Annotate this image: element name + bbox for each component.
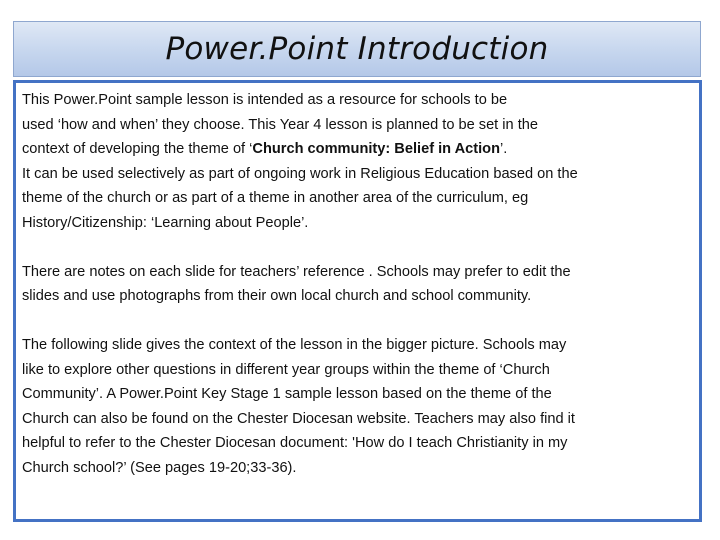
notes-paragraph: There are notes on each slide for teachers’ reference . Schools may prefer to edit the slides and use photographs from their own local church and school community. bbox=[22, 263, 571, 304]
intro-text-end: ’. It can be used selectively as part of ongoing work in Religious Education based on the theme of the church or as part of a theme in another area of the curriculum, eg History/Citizenship: ‘Learning about People’. bbox=[22, 141, 578, 231]
slide-title: Power.Point Introduction bbox=[165, 31, 549, 67]
theme-name: Church community: Belief in Action bbox=[252, 141, 500, 157]
title-box bbox=[13, 21, 701, 77]
intro-paragraph bbox=[22, 88, 693, 235]
body-text-box bbox=[13, 80, 702, 522]
intro-text-start: This Power.Point sample lesson is intended as a resource for schools to be used ‘how and when’ they choose. This Year 4 lesson is planned to be set in the context of developing the theme of ‘ bbox=[22, 92, 538, 157]
context-paragraph: The following slide gives the context of the lesson in the bigger picture. Schools may like to explore other questions in different year groups within the theme of ‘Church Community’. A Power.Point Key Stage 1 sample lesson based on the theme of the Church can also be found on the Chester Diocesan website. Teachers may also find it helpful to refer to the Chester Diocesan document: 'How do I teach Christianity in my Church school?’ (See pages 19-20;33-36). bbox=[22, 337, 575, 476]
